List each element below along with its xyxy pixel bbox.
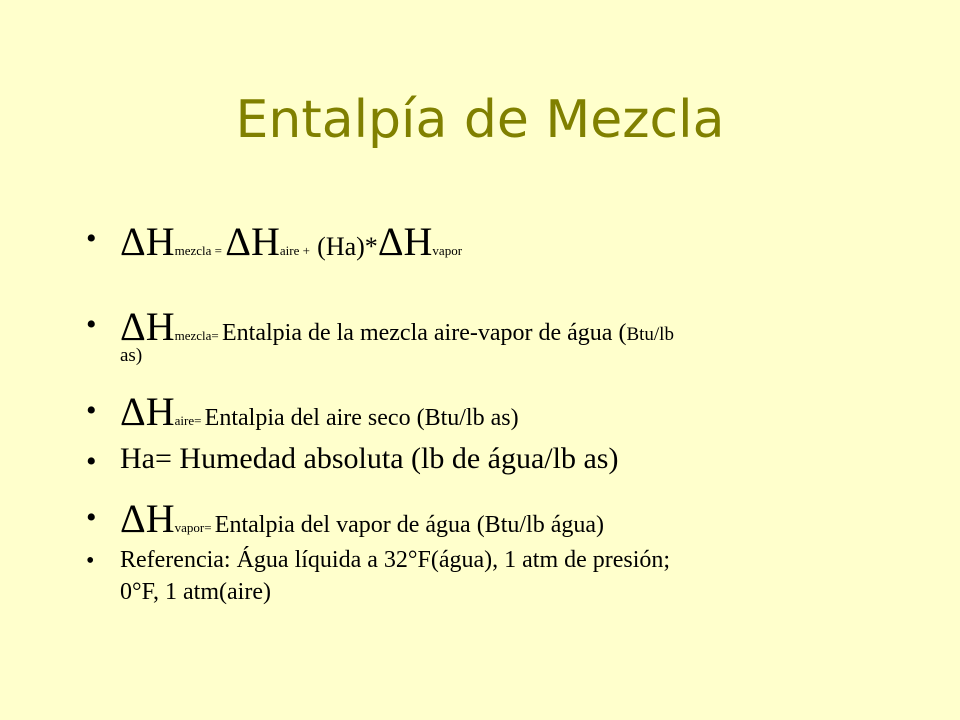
slide-title: Entalpía de Mezcla — [235, 90, 725, 150]
subscript-vapor: vapor= — [174, 520, 215, 535]
air-enthalpy-text: Entalpia del aire seco (Btu/lb as) — [204, 405, 519, 431]
subscript-aire: aire + — [279, 243, 314, 258]
air-enthalpy-line — [120, 388, 890, 435]
bullet-icon: • — [86, 308, 97, 341]
delta-h-symbol: ΔH — [120, 389, 175, 434]
delta-h-symbol: ΔH — [377, 219, 433, 264]
mixture-enthalpy-line1 — [120, 303, 890, 350]
mixture-enthalpy-line2: as) — [120, 345, 143, 366]
vapor-enthalpy-line — [120, 495, 890, 542]
delta-h-symbol: ΔH — [120, 304, 175, 349]
delta-h-symbol: ΔH — [120, 496, 175, 541]
formula-text — [120, 218, 890, 265]
bullet-icon: • — [86, 394, 97, 427]
absolute-humidity-text: Ha= Humedad absoluta (lb de água/lb as) — [120, 442, 619, 475]
bullet-icon: • — [86, 222, 97, 255]
delta-h-symbol: ΔH — [225, 219, 280, 264]
reference-line2: 0°F, 1 atm(aire) — [120, 579, 271, 605]
subscript-mezcla: mezcla= — [174, 328, 222, 343]
vapor-enthalpy-text: Entalpia del vapor de água (Btu/lb água) — [214, 512, 604, 538]
bullet-icon: • — [86, 501, 97, 534]
subscript-mezcla: mezcla = — [174, 243, 226, 258]
reference-line1: Referencia: Água líquida a 32°F(água), 1 atm de presión; — [120, 547, 671, 573]
humidity-factor: (Ha)* — [317, 232, 378, 261]
mixture-enthalpy-text: Entalpia de la mezcla aire-vapor de água ( — [222, 320, 627, 346]
bullet-icon: • — [86, 548, 95, 574]
bullet-icon: • — [86, 445, 97, 478]
delta-h-symbol: ΔH — [120, 219, 175, 264]
mixture-enthalpy-unit: Btu/lb — [626, 324, 674, 345]
subscript-aire: aire= — [174, 413, 205, 428]
subscript-vapor: vapor — [432, 243, 463, 258]
